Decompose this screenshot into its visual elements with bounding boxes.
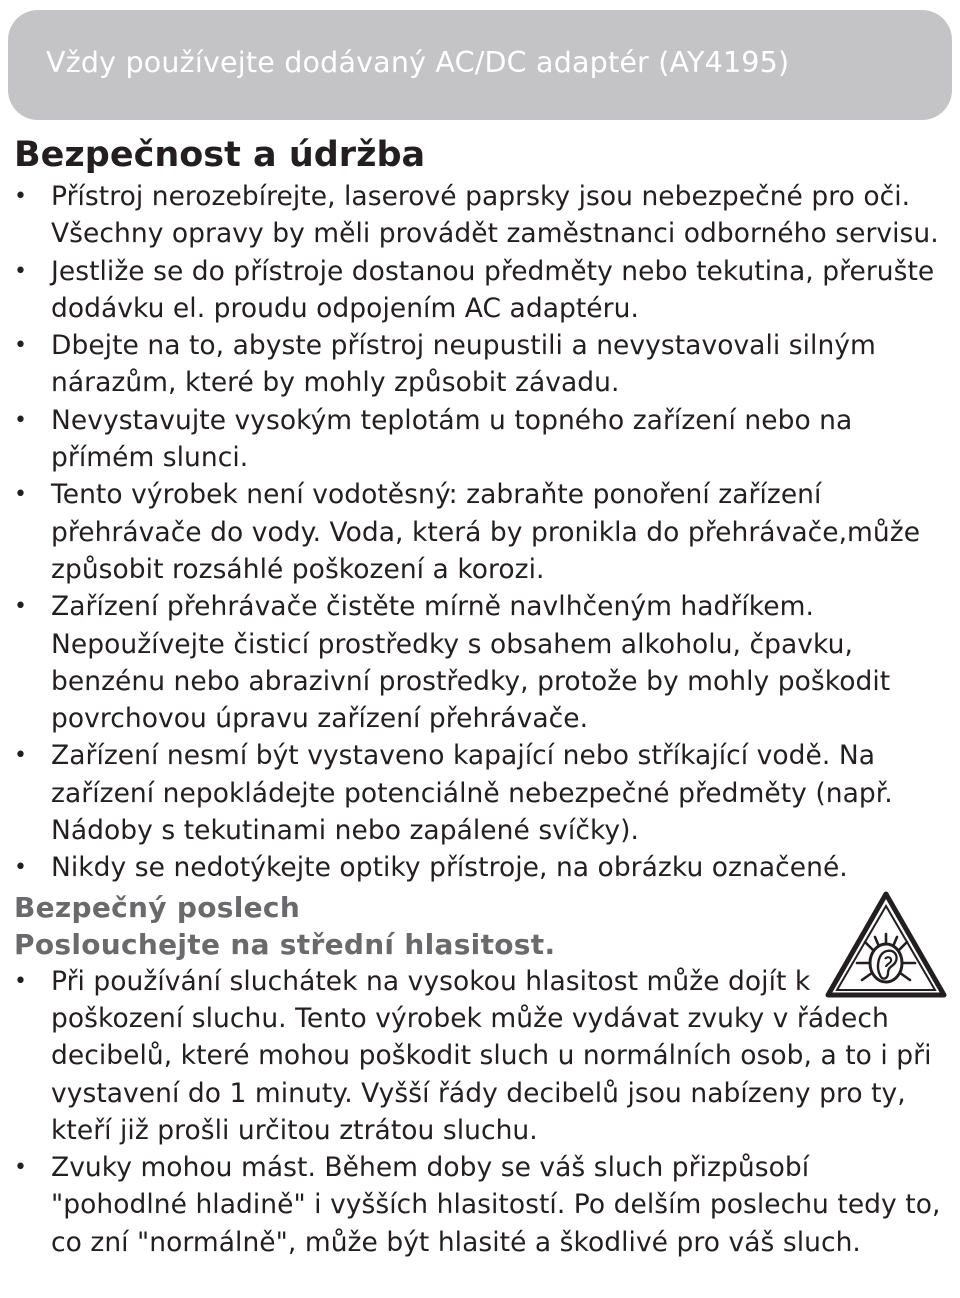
list-item: • Zvuky mohou mást. Během doby se váš sluch přizpůsobí "pohodlné hladině" i vyšších hlasitostí. Po delším poslechu tedy to, co zní "normálně", může být hlasité a škodlivé pro váš sluch. xyxy=(14,1149,949,1261)
list-item: • Tento výrobek není vodotěsný: zabraňte ponoření zařízení přehrávače do vody. Voda, která by pronikla do přehrávače,může způsobit rozsáhlé poškození a korozi. xyxy=(14,476,949,588)
list-item: • Zařízení přehrávače čistěte mírně navlhčeným hadříkem. Nepoužívejte čisticí prostředky s obsahem alkoholu, čpavku, benzénu nebo abrazivní prostředky, protože by mohly poškodit povrchovou úpravu zařízení přehrávače. xyxy=(14,588,949,737)
bullet-icon: • xyxy=(14,184,28,209)
list-item: • Jestliže se do přístroje dostanou předměty nebo tekutina, přerušte dodávku el. proudu odpojením AC adaptéru. xyxy=(14,253,949,328)
bullet-icon: • xyxy=(14,968,28,994)
bullet-icon: • xyxy=(14,855,28,881)
bullet-icon: • xyxy=(14,258,28,284)
bullet-icon: • xyxy=(14,333,28,359)
bullet-icon: • xyxy=(14,482,28,508)
safety-list xyxy=(14,178,949,887)
list-item: • Nikdy se nedotýkejte optiky přístroje, na obrázku označené. xyxy=(14,849,949,886)
adapter-notice: Vždy používejte dodávaný AC/DC adaptér (AY4195) xyxy=(46,46,790,79)
list-item: • Při používání sluchátek na vysokou hlasitost může dojít k poškození sluchu. Tento výrobek může vydávat zvuky v řádech decibelů, které mohou poškodit sluch u normálních osob, a to i při vystavení do 1 minuty. Vyšší řády decibelů jsou nabízeny pro ty, kteří již prošli určitou ztrátou sluchu. xyxy=(14,963,949,1149)
bullet-icon: • xyxy=(14,743,28,769)
bullet-icon: • xyxy=(14,594,28,620)
bullet-icon: • xyxy=(14,407,28,433)
listening-title: Bezpečný poslech xyxy=(14,890,301,924)
main-content xyxy=(14,132,949,1261)
safe-listening-section xyxy=(14,889,949,1261)
list-item: • Nevystavujte vysokým teplotám u topného zařízení nebo na přímém slunci. xyxy=(14,402,949,477)
bullet-icon: • xyxy=(14,1155,28,1181)
list-item: • Zařízení nesmí být vystaveno kapající nebo stříkající vodě. Na zařízení nepokládejte potenciálně nebezpečné předměty (např. Nádoby s tekutinami nebo zapálené svíčky). xyxy=(14,737,949,849)
header-banner xyxy=(8,10,952,120)
safety-title: Bezpečnost a údržba xyxy=(14,135,426,175)
listening-subtitle: Poslouchejte na střední hlasitost. xyxy=(14,927,556,961)
list-item: • Přístroj nerozebírejte, laserové paprsky jsou nebezpečné pro oči. Všechny opravy by měli provádět zaměstnanci odborného servisu. xyxy=(14,178,949,253)
listening-list xyxy=(14,963,949,1261)
list-item: • Dbejte na to, abyste přístroj neupustili a nevystavovali silným nárazům, které by mohly způsobit závadu. xyxy=(14,327,949,402)
